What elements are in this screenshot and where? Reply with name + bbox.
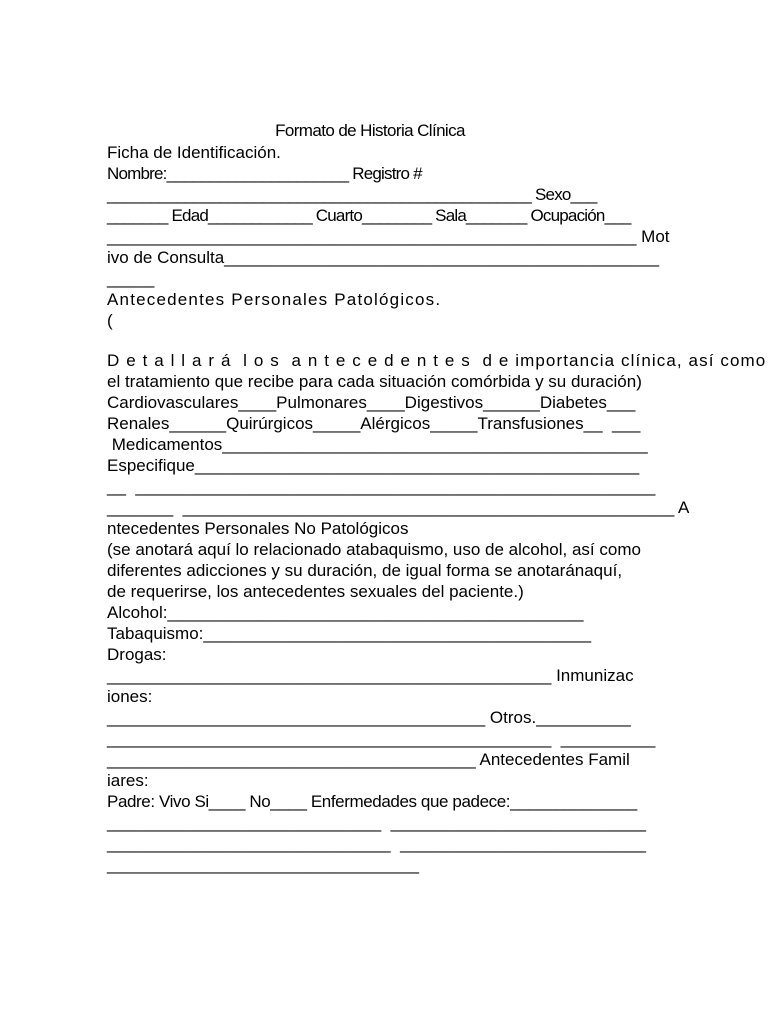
conditions-line-2: Renales______Quirúrgicos_____Alérgicos_____Transfusiones__ ___ [107,414,641,433]
reason-line-3: _____ [107,269,155,288]
drugs-label: Drogas: [107,645,167,664]
detail-instruction-2: el tratamiento que recibe para cada situación comórbida y su duración) [107,372,642,391]
family-history-label: iares: [107,771,149,790]
sex-line: _________________________________________________ Sexo___ [107,185,597,204]
non-pathological-heading: ntecedentes Personales No Patológicos [107,519,409,538]
reason-line-2: ivo de Consulta______________________________________________ [107,248,660,267]
alcohol-line: Alcohol:____________________________________________ [107,603,584,622]
non-pathological-note-3: de requerirse, los antecedentes sexuales del paciente.) [107,582,524,601]
detail-instruction-1: D e t a l l a r á l o s a n t e c e d e n t e s d e importancia clínica, así como [107,351,767,370]
identification-heading: Ficha de Identificación. [107,143,281,162]
immunization-label: iones: [107,687,153,706]
specify-line: Especifique_______________________________________________ [107,456,640,475]
others-line: ________________________________________ Otros.__________ [107,708,631,727]
family-history-line: _______________________________________ Antecedentes Famil [107,750,630,769]
blank-line-3: _______________________________________________ __________ [107,729,656,748]
smoking-line: Tabaquismo:_________________________________________ [107,624,592,643]
pathological-heading: Antecedentes Personales Patológicos. [107,290,442,309]
blank-line-1: __ _______________________________________________________ [107,477,656,496]
blank-line-4: _____________________________ ___________________________ [107,813,646,832]
medications-line: Medicamentos_____________________________________________ [107,435,648,454]
open-paren: ( [107,311,113,330]
non-pathological-note-2: diferentes adicciones y su duración, de igual forma se anotaránaquí, [107,561,623,580]
form-title: Formato de Historia Clínica [275,121,465,140]
reason-line-1: ________________________________________________________ Mot [107,227,670,246]
blank-line-5: ______________________________ __________________________ [107,834,646,853]
age-room-line: _______ Edad____________ Cuarto________ Sala_______ Ocupación___ [107,206,631,225]
blank-line-6: _________________________________ [107,855,420,874]
conditions-line-1: Cardiovasculares____Pulmonares____Digestivos______Diabetes___ [107,393,636,412]
father-line: Padre: Vivo Si____ No____ Enfermedades que padece:______________ [107,792,637,811]
name-registry-line: Nombre:_____________________ Registro # [107,164,422,183]
drugs-immunization-line: _______________________________________________ Inmunizac [107,666,634,685]
blank-line-2: _______ ____________________________________________________ A [107,498,690,517]
non-pathological-note-1: (se anotará aquí lo relacionado atabaquismo, uso de alcohol, así como [107,540,641,559]
